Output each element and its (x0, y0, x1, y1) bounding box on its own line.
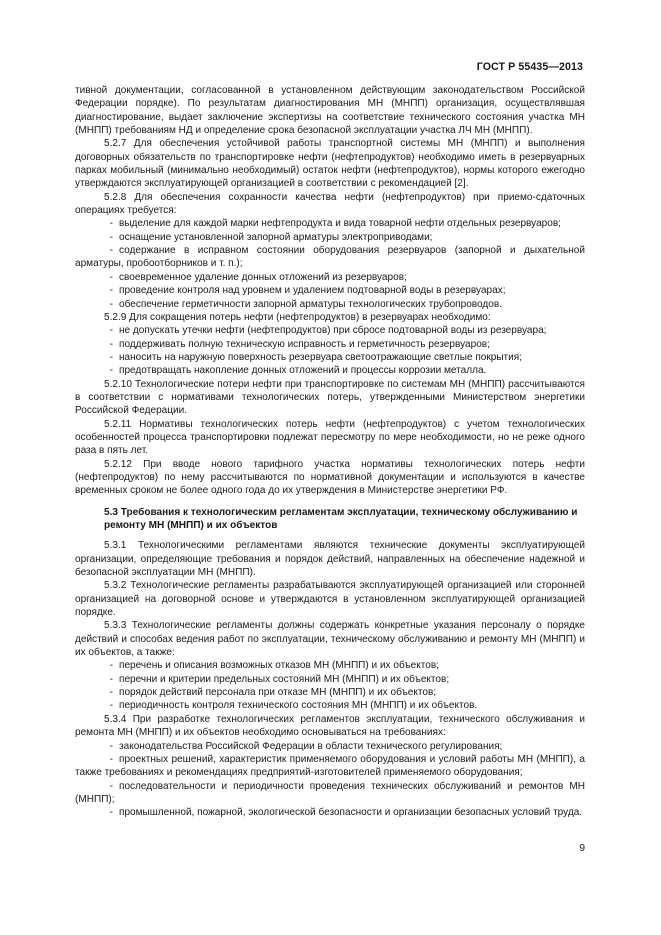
list-item (75, 686, 585, 699)
list-item (75, 740, 585, 753)
list-dash: - (109, 753, 113, 765)
list-dash: - (109, 740, 113, 752)
list-item-text: промышленной, пожарной, экологической безопасности и организации безопасных условий труда. (119, 807, 583, 819)
list-dash: - (109, 365, 113, 377)
list-item-text: наносить на наружную поверхность резервуара светоотражающие светлые покрытия; (119, 351, 523, 363)
paragraph: 5.2.8 Для обеспечения сохранности качества нефти (нефтепродуктов) при приемо-сдаточных операциях требуется: (75, 191, 585, 217)
list-dash: - (109, 687, 113, 699)
list-item-text: предотвращать накопление донных отложений и процессы коррозии металла. (119, 365, 487, 377)
paragraph: 5.3.1 Технологическими регламентами являются технические документы эксплуатирующей организации, определяющие требования и порядок действий, направленных на обеспечение надежной и безопасной эксплуатации МН (МНПП). (75, 540, 585, 579)
list-item (75, 780, 585, 807)
list-dash: - (109, 231, 113, 243)
list-item-text: поддерживать полную техническую исправность и герметичность резервуаров; (119, 338, 490, 350)
paragraph-continuation: тивной документации, согласованной в установленном действующим законодательством Российской Федерации порядке). По результатам диагностирования МН (МНПП) организация, осуществлявшая диагностирование, выдает заключение экспертизы на соответствие технического состояния участка МН (МНПП) требованиям НД и определение срока безопасной эксплуатации участка ЛЧ МН (МНПП). (75, 85, 585, 137)
paragraph: 5.3.2 Технологические регламенты разрабатываются эксплуатирующей организацией или сторонней организацией на договорной основе и утверждаются в установленном эксплуатирующей организацией порядке. (75, 580, 585, 619)
list-dash: - (109, 271, 113, 283)
list-dash: - (109, 660, 113, 672)
list-item (75, 271, 585, 284)
list-item (75, 298, 585, 311)
list-item-text: порядок действий персонала при отказе МН (МНПП) и их объектов; (119, 687, 437, 699)
list-item (75, 284, 585, 297)
list-item-text: своевременное удаление донных отложений из резервуаров; (119, 271, 407, 283)
paragraph: 5.2.11 Нормативы технологических потерь нефти (нефтепродуктов) с учетом технологических особенностей процесса транспортировки подлежат пересмотру по мере необходимости, но не реже одного раза в пять лет. (75, 418, 585, 457)
list-item-text: не допускать утечки нефти (нефтепродуктов) при сбросе подтоварной воды из резервуара; (119, 325, 547, 337)
list-dash: - (109, 807, 113, 819)
list-item (75, 659, 585, 672)
list-dash: - (109, 325, 113, 337)
list-item-text: перечни и критерии предельных состояний МН (МНПП) и их объектов; (119, 673, 450, 685)
list-item-text: содержание в исправном состоянии оборудования резервуаров (запорной и дыхательной арматуры, пробоотборников и т. п.); (75, 245, 585, 270)
list-dash: - (109, 245, 113, 257)
list-item-text: выделение для каждой марки нефтепродукта и вида товарной нефти отдельных резервуаров; (119, 218, 561, 230)
list-dash: - (109, 218, 113, 230)
list-item (75, 244, 585, 271)
list-item-text: проектных решений, характеристик применяемого оборудования и условий работы МН (МНПП), а также требованиях и рекомендациях предприятий-изготовителей применяемого оборудования; (75, 753, 585, 779)
document-body (75, 84, 585, 820)
section-heading (75, 506, 585, 533)
list-dash: - (109, 298, 113, 310)
list-item-text: перечень и описания возможных отказов МН (МНПП) и их объектов; (119, 660, 439, 672)
section-title-text: Требования к технологическим регламентам эксплуатации, техническому обслуживанию и ремонту МН (МНПП) и их объектов (104, 506, 578, 531)
list-item-text: последовательности и периодичности проведения технических обслуживаний и ремонтов МН (МНПП); (75, 780, 585, 805)
list-item (75, 338, 585, 351)
list-item-text: оснащение установленной запорной арматуры электроприводами; (119, 231, 433, 243)
list-item-text: законодательства Российской Федерации в области технического регулирования; (119, 740, 503, 752)
list-item (75, 364, 585, 377)
list-item (75, 673, 585, 686)
list-dash: - (109, 285, 113, 297)
list-item-text: проведение контроля над уровнем и удалением подтоварной воды в резервуарах; (119, 285, 506, 297)
section-number: 5.3 (104, 506, 118, 518)
list-item (75, 351, 585, 364)
paragraph: 5.3.3 Технологические регламенты должны содержать конкретные указания персоналу о порядке действий и способах ведения работ по эксплуатации, техническому обслуживанию и ремонту МН (МНПП) и их объектов, а также: (75, 620, 585, 659)
list-item (75, 324, 585, 337)
list-item-text: периодичность контроля технического состояния МН (МНПП) и их объектов. (119, 700, 478, 712)
section-title (104, 506, 585, 533)
paragraph: 5.2.10 Технологические потери нефти при транспортировке по системам МН (МНПП) рассчитываются в соответствии с нормативами технологических потерь, утвержденными Министерством энергетики Российской Федерации. (75, 378, 585, 417)
list-dash: - (109, 700, 113, 712)
list-dash: - (109, 780, 113, 792)
list-item (75, 806, 585, 819)
page-number: 9 (579, 843, 585, 854)
list-item-text: обеспечение герметичности запорной арматуры технологических трубопроводов. (119, 298, 502, 310)
document-standard-id: ГОСТ Р 55435—2013 (476, 61, 583, 73)
list-dash: - (109, 338, 113, 350)
paragraph: 5.3.4 При разработке технологических регламентов эксплуатации, технического обслуживания и ремонта МН (МНПП) и их объектов необходимо основываться на требованиях: (75, 713, 585, 739)
list-item (75, 699, 585, 712)
paragraph: 5.2.7 Для обеспечения устойчивой работы транспортной системы МН (МНПП) и выполнения договорных обязательств по транспортировке нефти (нефтепродуктов) необходимо иметь в резервуарных парках мобильный (минимально необходимый) остаток нефти (нефтепродуктов), нормы которого ежегодно утверждаются эксплуатирующей организацией в соответствии с рекомендацией [2]. (75, 138, 585, 190)
list-dash: - (109, 673, 113, 685)
list-item (75, 231, 585, 244)
list-item (75, 217, 585, 230)
section-indent (75, 506, 104, 533)
list-dash: - (109, 351, 113, 363)
list-item (75, 753, 585, 780)
paragraph: 5.2.9 Для сокращения потерь нефти (нефтепродуктов) в резервуарах необходимо: (104, 311, 491, 323)
paragraph: 5.2.12 При вводе нового тарифного участка нормативы технологических потерь нефти (нефтепродуктов) по нему рассчитываются по нормативной документации и используются в качестве временных сроком не более одного года до их утверждения в Министерстве энергетики РФ. (75, 458, 585, 497)
